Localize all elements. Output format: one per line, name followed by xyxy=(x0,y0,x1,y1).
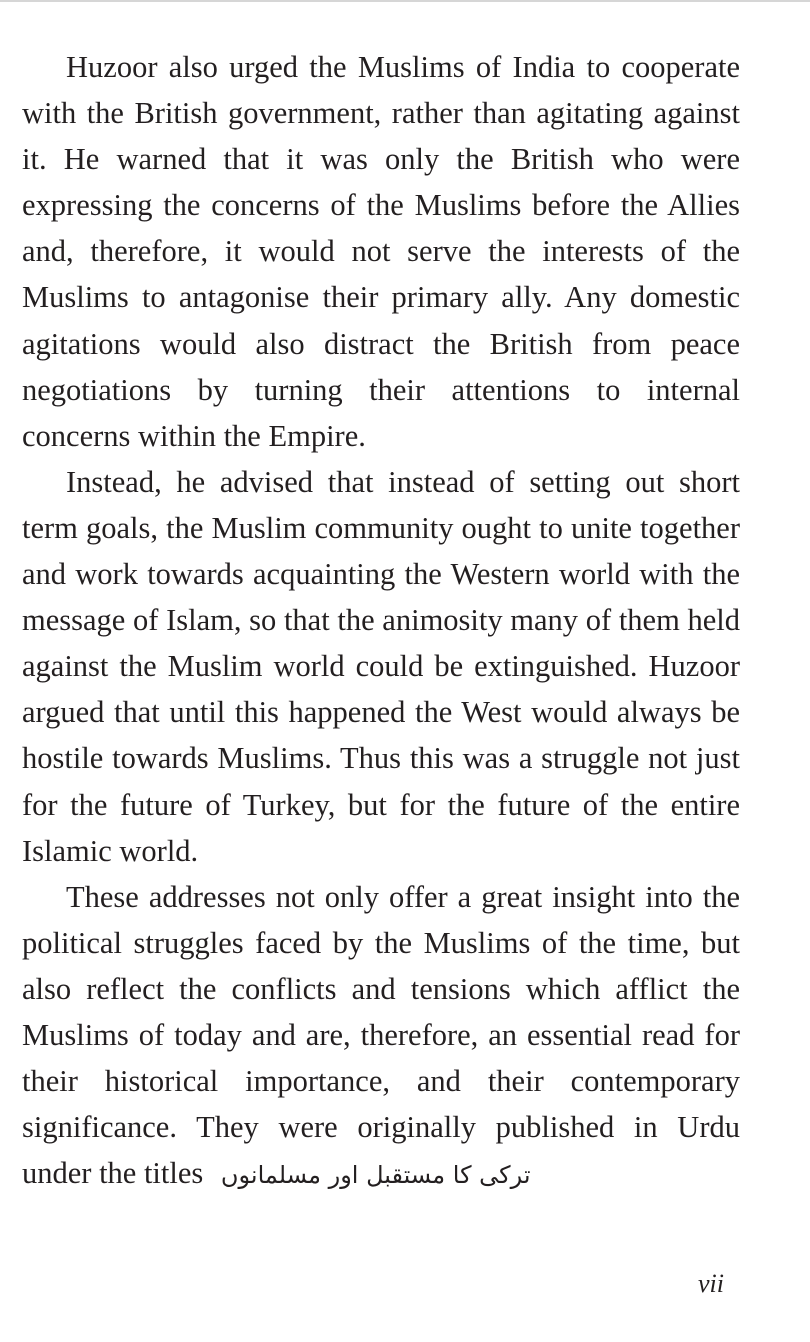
paragraph-1: Huzoor also urged the Muslims of India to cooperate with the British government, rather than agitating against it. He warned that it was only the British who were expressing the concerns of the Muslims before the Allies and, therefore, it would not serve the interests of the Muslims to antagonise their primary ally. Any domestic agitations would also distract the British from peace negotiations by turning their attentions to internal concerns within the Empire. xyxy=(22,50,740,453)
paragraph-2: Instead, he advised that instead of setting out short term goals, the Muslim community ought to unite together and work towards acquainting the Western world with the message of Islam, so that the animosity many of them held against the Muslim world could be extinguished. Huzoor argued that until this happened the West would always be hostile towards Muslims. Thus this was a struggle not just for the future of Turkey, but for the future of the entire Islamic world. xyxy=(22,464,740,868)
urdu-title: ترکی کا مستقبل اور مسلمانوں xyxy=(220,1161,531,1190)
paragraph-3 xyxy=(22,874,740,1199)
top-border xyxy=(0,0,810,2)
paragraph-3-text: These addresses not only offer a great insight into the political struggles faced by the Muslims of the time, but also reflect the conflicts and tensions which afflict the Muslims of today and are, therefore, an essential read for their historical importance, and their contemporary significance. They were originally published in Urdu under the titles xyxy=(22,879,740,1191)
page-number: vii xyxy=(698,1269,724,1298)
page-body xyxy=(22,44,740,1198)
